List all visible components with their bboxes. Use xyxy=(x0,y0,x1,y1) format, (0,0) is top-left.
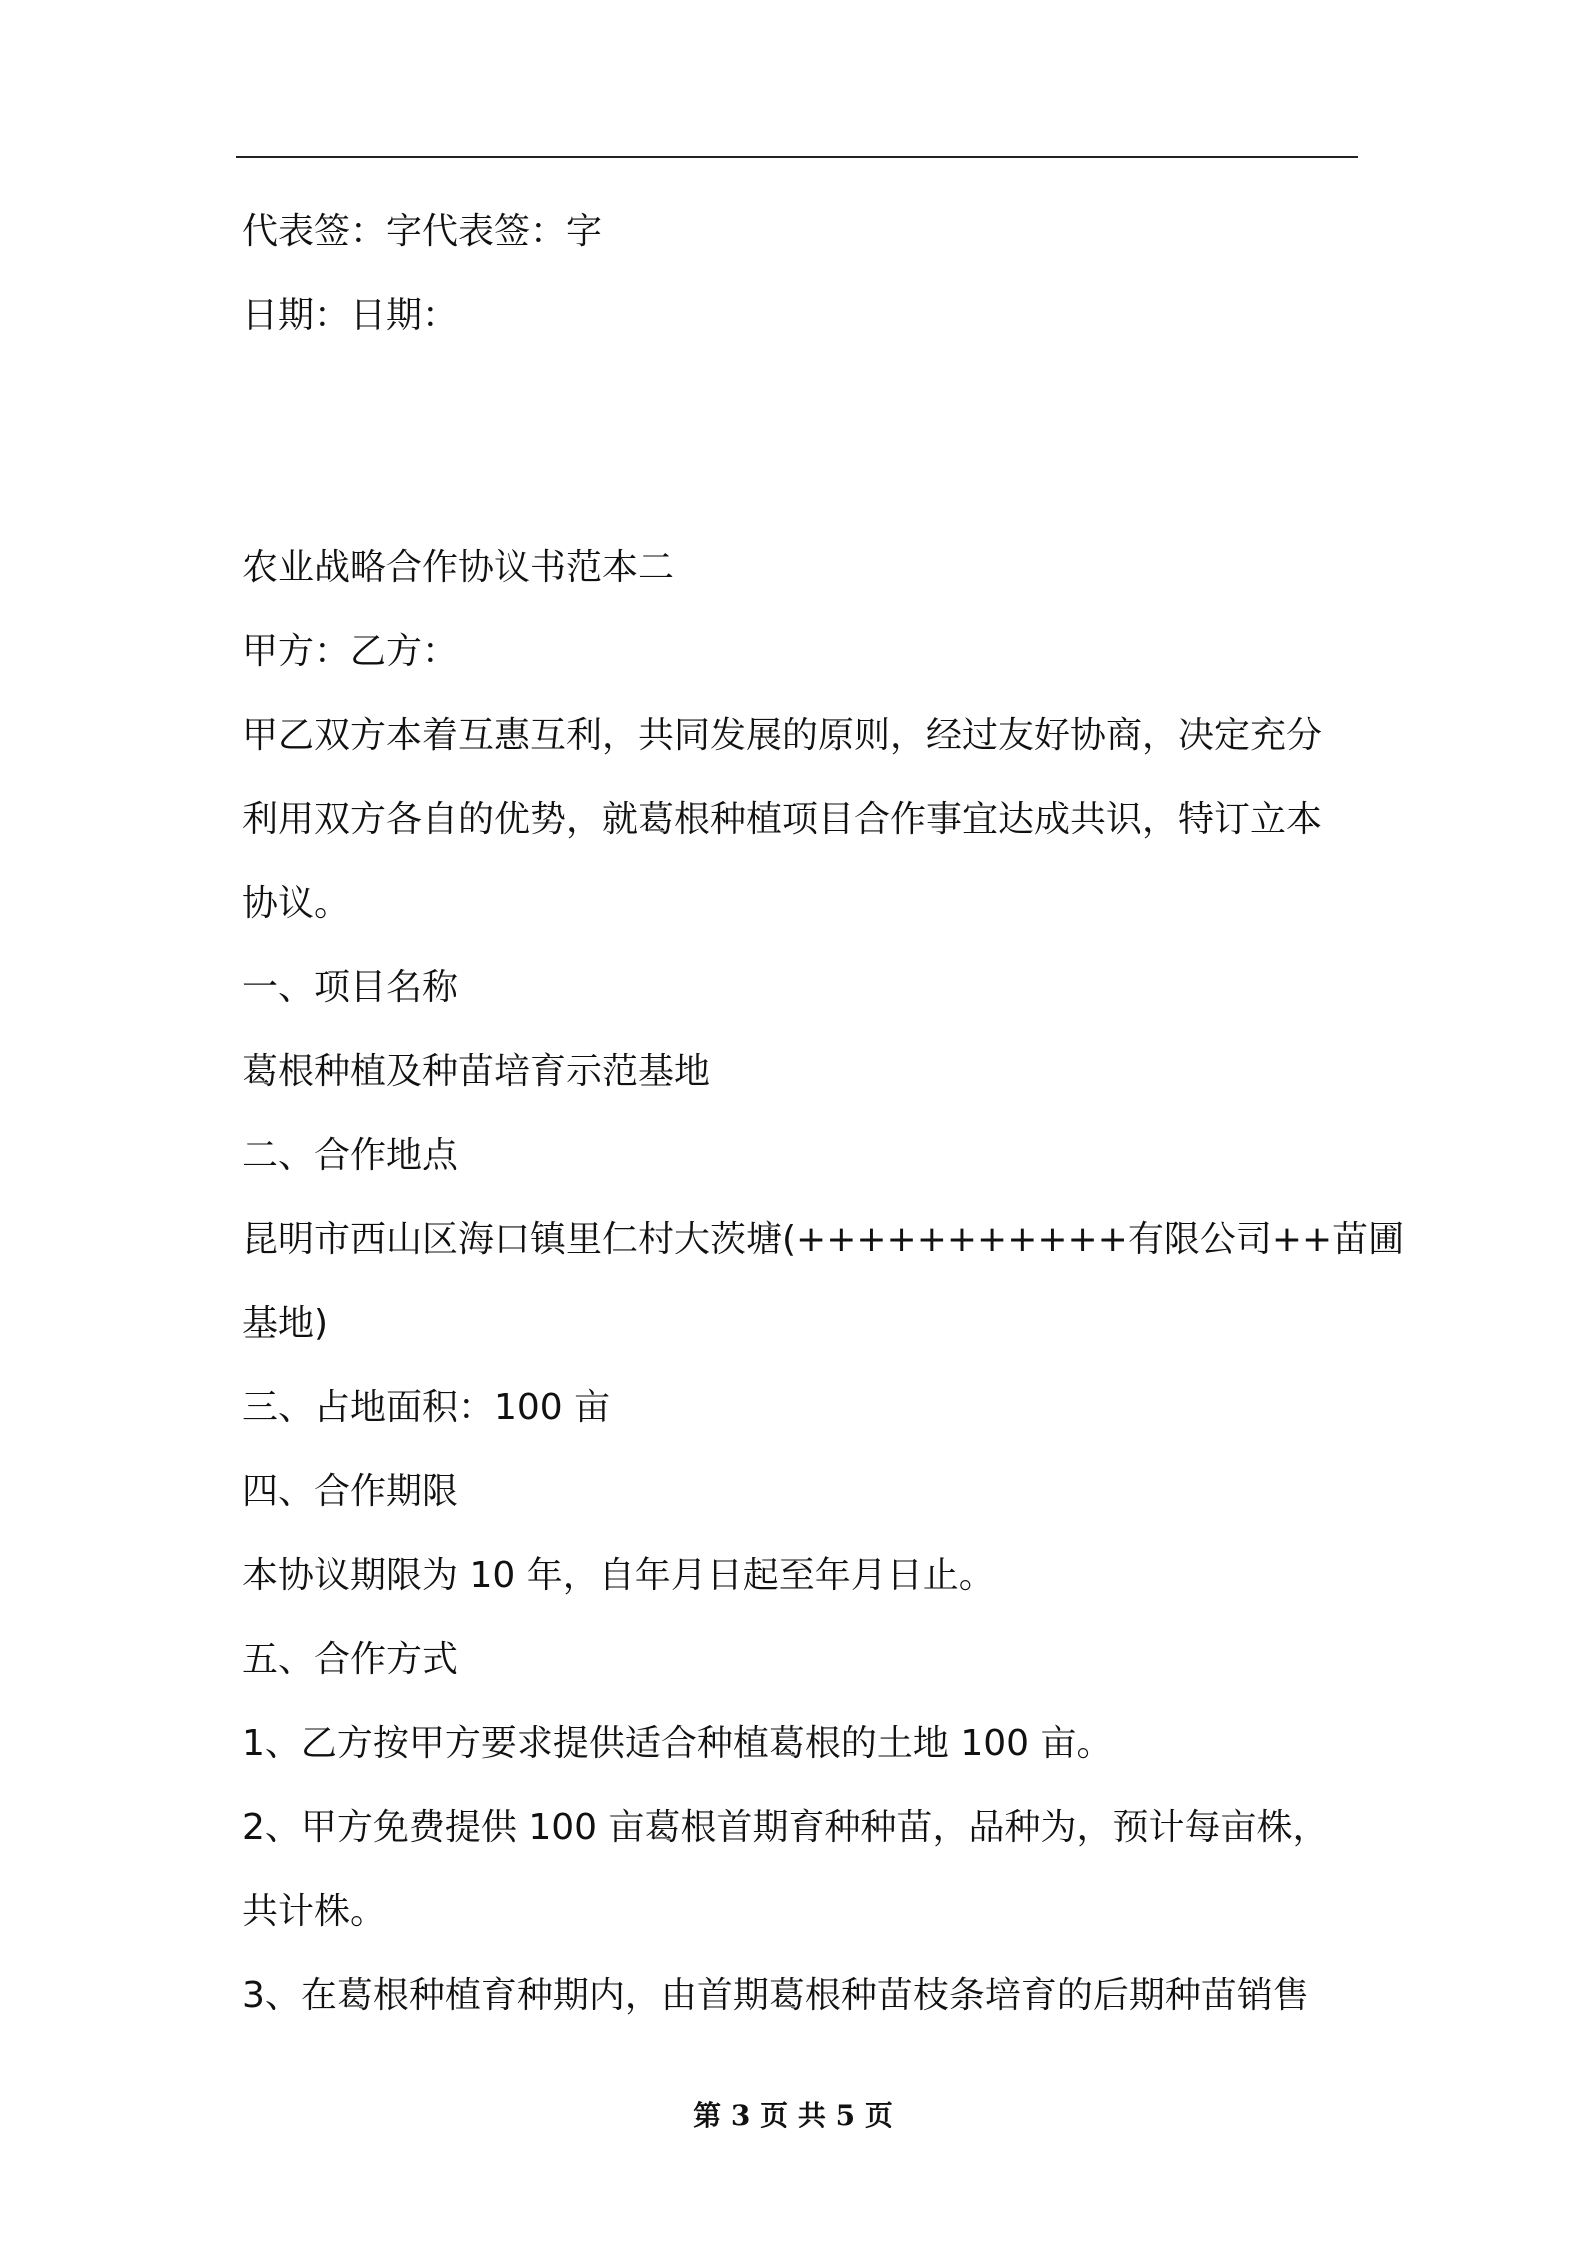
list-item: 2、甲方免费提供 100 亩葛根首期育种种苗，品种为，预计每亩株， xyxy=(242,1807,1329,1848)
paragraph-line: 甲乙双方本着互惠互利，共同发展的原则，经过友好协商，决定充分 xyxy=(242,715,1323,756)
paragraph-line: 葛根种植及种苗培育示范基地 xyxy=(242,1051,711,1092)
paragraph-line: 协议。 xyxy=(242,883,351,924)
parties-line: 甲方：乙方： xyxy=(242,631,459,672)
section-heading: 一、项目名称 xyxy=(242,967,459,1008)
blank-spacer xyxy=(242,358,1362,526)
paragraph-line: 昆明市西山区海口镇里仁村大茨塘(+++++++++++有限公司++苗圃 xyxy=(242,1219,1405,1260)
list-item: 1、乙方按甲方要求提供适合种植葛根的土地 100 亩。 xyxy=(242,1723,1113,1764)
paragraph-line: 共计株。 xyxy=(242,1891,387,1932)
paragraph-line: 本协议期限为 10 年，自年月日起至年月日止。 xyxy=(242,1555,995,1596)
page-number-footer: 第 3 页 共 5 页 xyxy=(693,2099,893,2132)
signature-line: 代表签：字代表签：字 xyxy=(242,211,603,252)
document-body xyxy=(242,190,1405,2038)
section-heading: 三、占地面积：100 亩 xyxy=(242,1387,611,1428)
paragraph-line: 基地) xyxy=(242,1303,329,1344)
paragraph-line: 利用双方各自的优势，就葛根种植项目合作事宜达成共识，特订立本 xyxy=(242,799,1323,840)
section-heading: 五、合作方式 xyxy=(242,1639,459,1680)
section-heading: 四、合作期限 xyxy=(242,1471,459,1512)
section-heading: 二、合作地点 xyxy=(242,1135,459,1176)
date-line: 日期：日期： xyxy=(242,295,459,336)
list-item: 3、在葛根种植育种期内，由首期葛根种苗枝条培育的后期种苗销售 xyxy=(242,1975,1309,2016)
document-title: 农业战略合作协议书范本二 xyxy=(242,547,675,588)
header-divider xyxy=(236,156,1358,158)
